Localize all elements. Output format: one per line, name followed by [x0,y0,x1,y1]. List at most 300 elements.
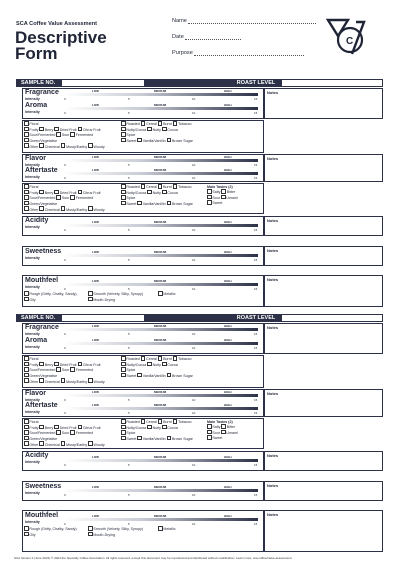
descriptor-checkbox[interactable] [121,139,137,143]
descriptor-label: Nutty [152,190,161,195]
notes-label: Notes [267,156,279,161]
descriptor-checkbox[interactable] [39,443,60,447]
tick-label: 10 [192,397,196,402]
scale-high-label: HIGH [224,155,232,159]
descriptor-checkbox[interactable] [158,292,176,296]
checkbox-icon [70,430,75,435]
checkbox-icon [137,373,142,378]
descriptor-checkbox[interactable] [173,122,192,126]
descriptor-label: Floral [29,185,39,190]
descriptor-label: Roasted [126,122,140,127]
descriptor-label: Oily [29,532,36,537]
mouthfeel-intensity-scale[interactable] [64,514,258,526]
tick-label: 5 [128,162,130,167]
descriptor-label: Spice [126,431,136,436]
mouthfeel-notes-box[interactable] [264,275,383,307]
descriptor-checkbox[interactable] [24,431,56,435]
descriptor-checkbox[interactable] [137,437,166,441]
descriptor-checkbox[interactable] [61,145,88,149]
flavor-notes-box[interactable] [264,154,383,182]
descriptor-checkbox[interactable] [24,368,56,372]
intensity-bar[interactable] [64,328,258,331]
tick-label: 5 [128,410,130,415]
descriptor-checkbox[interactable] [147,363,162,367]
descriptor-checkbox[interactable] [70,196,93,200]
checkbox-icon [221,195,226,200]
tick-label: 5 [128,227,130,232]
scale-high-label: HIGH [224,89,232,93]
descriptor-checkbox[interactable] [39,380,60,384]
descriptor-label: Dried Fruit [59,362,77,367]
checkbox-icon [167,436,172,441]
descriptor-checkbox[interactable] [56,133,70,137]
descriptor-label: Nutty [152,425,161,430]
checkbox-icon [121,362,126,367]
scale-low-label: LOW [92,103,99,107]
descriptor-label: Berry [44,425,54,430]
descriptor-label: Cocoa [167,362,178,367]
main-tastes-title: Main Tastes (2) [207,420,233,424]
checkbox-icon [78,362,83,367]
descriptor-label: Green/Vegetative [29,374,58,379]
descriptor-label: Sweet [126,139,137,144]
sample-no-input[interactable] [62,80,144,86]
descriptor-checkbox[interactable] [207,436,222,440]
tick-label: 15 [254,162,258,167]
intensity-bar[interactable] [64,107,258,110]
flavor-intensity-scale[interactable] [64,155,258,167]
checkbox-icon [54,425,59,430]
notes-label: Notes [267,325,279,330]
mouthfeel-left-checklist [24,291,94,302]
descriptor-label: Sweet [126,374,137,379]
checkbox-icon [24,132,29,137]
descriptor-label: Vanilla/Vanillin [142,139,166,144]
mouthfeel-intensity-scale[interactable] [64,279,258,291]
tick-label: 0 [64,521,66,526]
flavor-right-checklist [121,419,211,441]
checkbox-icon [207,424,212,429]
descriptor-checkbox[interactable] [88,533,115,537]
checkbox-icon [173,419,178,424]
descriptor-checkbox[interactable] [88,298,115,302]
fragrance-left-checklist [24,356,124,384]
intensity-label: Intensity [25,110,40,114]
tick-label: 15 [254,175,258,180]
intensity-bar[interactable] [64,93,258,96]
descriptor-label: Chemical [44,379,60,384]
scale-medium-label: MEDIUM [154,485,167,489]
acidity-intensity-scale[interactable] [64,220,258,232]
sample-no-label: SAMPLE NO. [21,79,56,86]
roast-level-input[interactable] [282,315,382,321]
flavor-left-checklist [24,419,124,447]
tick-label: 5 [128,257,130,262]
descriptor-checkbox[interactable] [61,443,88,447]
descriptor-checkbox[interactable] [88,292,143,296]
descriptor-checkbox[interactable] [24,298,36,302]
descriptor-label: Nutty [152,127,161,132]
descriptor-checkbox[interactable] [56,196,70,200]
intensity-label: Intensity [25,175,40,179]
intensity-bar[interactable] [64,254,258,257]
descriptor-checkbox[interactable] [121,202,137,206]
descriptor-label: Bitter [226,425,236,430]
descriptor-checkbox[interactable] [70,133,93,137]
descriptor-label: Sour/Fermented [29,368,56,373]
descriptor-label: Berry [44,127,54,132]
mouthfeel-mid-checklist [88,526,163,537]
mouthfeel-label: Mouthfeel [25,512,59,519]
mouthfeel-right-checklist [158,526,198,532]
descriptor-label: Other [29,144,39,149]
descriptor-checkbox[interactable] [221,196,238,200]
descriptor-label: Smooth (Velvety, Silky, Syrupy) [93,527,143,532]
scale-high-label: HIGH [224,250,232,254]
descriptor-label: Fermented [75,368,94,373]
descriptor-label: Floral [29,122,39,127]
notes-label: Notes [267,248,279,253]
scale-medium-label: MEDIUM [154,279,167,283]
tick-label: 5 [128,175,130,180]
acidity-notes-box[interactable] [264,216,383,236]
checkbox-icon [70,367,75,372]
descriptor-checkbox[interactable] [61,208,88,212]
descriptor-checkbox[interactable] [167,374,193,378]
fragrance-intensity-scale[interactable] [64,89,258,101]
tick-label: 0 [64,345,66,350]
checkbox-icon [24,195,29,200]
mouthfeel-notes-box[interactable] [264,510,383,552]
tick-label: 10 [192,331,196,336]
sample-no-input[interactable] [62,315,144,321]
descriptor-checkbox[interactable] [88,443,105,447]
intensity-label: Intensity [25,520,40,524]
descriptor-label: Cereal [146,122,157,127]
intensity-label: Intensity [25,460,40,464]
tick-label: 15 [254,492,258,497]
scale-high-label: HIGH [224,485,232,489]
scale-low-label: LOW [92,514,99,518]
descriptor-checkbox[interactable] [88,145,105,149]
checkbox-icon [56,132,61,137]
tick-label: 0 [64,397,66,402]
intensity-label: Intensity [25,491,40,495]
checkbox-icon [70,195,75,200]
intensity-bar[interactable] [64,518,258,521]
intensity-label: Intensity [25,345,40,349]
checkbox-icon [56,367,61,372]
descriptor-checkbox[interactable] [24,145,39,149]
tick-label: 5 [128,521,130,526]
checkbox-icon [147,127,152,132]
descriptor-checkbox[interactable] [88,208,105,212]
form-title-line1: Descriptive [15,28,107,47]
sca-logo-icon [326,18,366,56]
checkbox-icon [207,430,212,435]
scale-low-label: LOW [92,324,99,328]
descriptor-checkbox[interactable] [162,191,178,195]
sweetness-intensity-scale[interactable] [64,485,258,497]
name-line[interactable] [188,19,316,24]
acidity-notes-box[interactable] [264,451,383,471]
descriptor-checkbox[interactable] [173,357,192,361]
checkbox-icon [207,195,212,200]
descriptor-label: Chemical [44,442,60,447]
checkbox-icon [121,138,126,143]
descriptor-checkbox[interactable] [137,374,166,378]
descriptor-label: Other [29,442,39,447]
descriptor-label: Sour [212,430,220,435]
main-tastes-checklist [207,189,257,206]
name-label: Name [172,18,187,24]
tick-label: 15 [254,286,258,291]
intensity-bar[interactable] [64,283,258,286]
scale-medium-label: MEDIUM [154,514,167,518]
checkbox-icon [88,441,93,446]
descriptor-checkbox[interactable] [121,374,137,378]
flavor-right-checklist [121,184,211,206]
tick-label: 10 [192,410,196,415]
scale-high-label: HIGH [224,338,232,342]
descriptor-checkbox[interactable] [162,426,178,430]
checkbox-icon [24,419,29,424]
checkbox-icon [121,425,126,430]
tick-label: 5 [128,96,130,101]
checkbox-icon [221,424,226,429]
aftertaste-label: Aftertaste [25,402,58,409]
flavor-intensity-scale[interactable] [64,390,258,402]
tick-label: 10 [192,462,196,467]
checkbox-icon [24,362,29,367]
descriptor-checkbox[interactable] [167,202,193,206]
checkbox-icon [221,430,226,435]
tick-label: 15 [254,462,258,467]
checkbox-icon [88,297,93,302]
descriptor-checkbox[interactable] [147,128,162,132]
tick-label: 15 [254,345,258,350]
descriptor-label: Spice [126,196,136,201]
descriptor-checkbox[interactable] [158,527,176,531]
checkbox-icon [141,419,146,424]
checkbox-icon [121,367,126,372]
descriptor-checkbox[interactable] [56,431,70,435]
descriptor-checkbox[interactable] [88,380,105,384]
checkbox-icon [39,127,44,132]
descriptor-checkbox[interactable] [24,533,36,537]
descriptor-label: Roasted [126,357,140,362]
scale-high-label: HIGH [224,220,232,224]
intensity-bar[interactable] [64,489,258,492]
descriptor-checkbox[interactable] [24,133,56,137]
scale-high-label: HIGH [224,168,232,172]
checkbox-icon [61,143,66,148]
scale-medium-label: MEDIUM [154,338,167,342]
descriptor-checkbox[interactable] [137,202,166,206]
sweetness-notes-box[interactable] [264,246,383,266]
descriptor-label: Umami [226,430,238,435]
descriptor-label: Burnt [163,420,172,425]
descriptor-label: Fermented [75,431,94,436]
intensity-label: Intensity [25,332,40,336]
descriptor-checkbox[interactable] [24,196,56,200]
tick-label: 15 [254,410,258,415]
aroma-intensity-scale[interactable] [64,338,258,350]
tick-label: 10 [192,162,196,167]
descriptor-label: Spice [126,133,136,138]
intensity-bar[interactable] [64,224,258,227]
scale-medium-label: MEDIUM [154,403,167,407]
intensity-bar[interactable] [64,172,258,175]
intensity-bar[interactable] [64,407,258,410]
intensity-bar[interactable] [64,342,258,345]
checkbox-icon [121,419,126,424]
checkbox-icon [141,184,146,189]
descriptor-label: Sweet [212,201,223,206]
sweetness-intensity-scale[interactable] [64,250,258,262]
checkbox-icon [24,425,29,430]
descriptor-label: Other [29,207,39,212]
aftertaste-intensity-scale[interactable] [64,168,258,180]
descriptor-checkbox[interactable] [173,420,192,424]
descriptor-checkbox[interactable] [121,437,137,441]
name-field[interactable] [172,18,316,24]
descriptor-label: Nutty/Cocoa [126,425,147,430]
date-line[interactable] [185,35,241,40]
notes-label: Notes [267,391,279,396]
descriptor-checkbox[interactable] [24,443,39,447]
checkbox-icon [162,362,167,367]
descriptor-checkbox[interactable] [88,527,143,531]
checkbox-icon [78,425,83,430]
scale-low-label: LOW [92,279,99,283]
acidity-label: Acidity [25,452,49,459]
descriptor-checkbox[interactable] [24,380,39,384]
descriptor-label: Salty [212,425,221,430]
descriptor-label: Fermented [75,133,94,138]
purpose-field[interactable] [172,50,304,56]
checkbox-icon [24,190,29,195]
descriptor-checkbox[interactable] [24,527,77,531]
descriptor-checkbox[interactable] [147,426,162,430]
descriptor-label: Cereal [146,420,157,425]
descriptor-checkbox[interactable] [173,185,192,189]
roast-level-label: ROAST LEVEL [236,315,276,321]
aroma-intensity-scale[interactable] [64,103,258,115]
checkbox-icon [137,138,142,143]
checkbox-icon [88,291,93,296]
descriptor-checkbox[interactable] [207,201,222,205]
sweetness-notes-box[interactable] [264,481,383,501]
descriptor-label: Nutty [152,362,161,367]
descriptor-checkbox[interactable] [24,292,77,296]
descriptor-checkbox[interactable] [167,139,193,143]
descriptor-checkbox[interactable] [70,431,93,435]
descriptor-label: Mouth-Drying [93,532,115,537]
descriptor-checkbox[interactable] [24,208,39,212]
tick-label: 10 [192,492,196,497]
scale-low-label: LOW [92,250,99,254]
fragrance-aroma-notes-box[interactable] [264,323,383,354]
descriptor-label: Woody [93,207,105,212]
checkbox-icon [24,378,29,383]
notes-label: Notes [267,218,279,223]
descriptor-label: Cereal [146,357,157,362]
checkbox-icon [121,184,126,189]
roast-level-input[interactable] [282,80,382,86]
descriptor-label: Tobacco [178,420,192,425]
tick-label: 5 [128,110,130,115]
descriptor-checkbox[interactable] [39,208,60,212]
descriptor-label: Green/Vegetative [29,139,58,144]
descriptor-label: Citrus Fruit [82,362,101,367]
descriptor-label: Vanilla/Vanillin [142,437,166,442]
descriptor-label: Citrus Fruit [82,190,101,195]
scale-medium-label: MEDIUM [154,324,167,328]
scale-low-label: LOW [92,390,99,394]
flavor-notes-box[interactable] [264,389,383,417]
scale-low-label: LOW [92,485,99,489]
intensity-bar[interactable] [64,159,258,162]
descriptor-label: Sweet [126,202,137,207]
tick-label: 5 [128,397,130,402]
descriptor-checkbox[interactable] [137,139,166,143]
intensity-bar[interactable] [64,459,258,462]
descriptor-label: Fruity [29,425,39,430]
notes-label: Notes [267,512,279,517]
descriptor-checkbox[interactable] [162,363,178,367]
descriptor-checkbox[interactable] [70,368,93,372]
descriptor-label: Dried Fruit [59,127,77,132]
descriptor-label: Umami [226,195,238,200]
scale-medium-label: MEDIUM [154,220,167,224]
descriptor-checkbox[interactable] [162,128,178,132]
descriptor-label: Woody [93,379,105,384]
aftertaste-intensity-scale[interactable] [64,403,258,415]
purpose-line[interactable] [194,51,304,56]
purpose-label: Purpose [172,50,193,56]
main-tastes-title: Main Tastes (2) [207,185,233,189]
intensity-bar[interactable] [64,394,258,397]
checkbox-icon [61,378,66,383]
checkbox-icon [39,190,44,195]
checkbox-icon [24,206,29,211]
checkbox-icon [141,356,146,361]
descriptor-checkbox[interactable] [147,191,162,195]
descriptor-checkbox[interactable] [167,437,193,441]
descriptor-label: Cocoa [167,190,178,195]
descriptor-checkbox[interactable] [61,380,88,384]
checkbox-icon [167,201,172,206]
fragrance-aroma-notes-box[interactable] [264,88,383,119]
intensity-label: Intensity [25,285,40,289]
descriptor-label: Nutty/Cocoa [126,127,147,132]
fragrance-intensity-scale[interactable] [64,324,258,336]
acidity-intensity-scale[interactable] [64,455,258,467]
checkbox-icon [137,436,142,441]
descriptor-checkbox[interactable] [221,431,238,435]
descriptor-checkbox[interactable] [56,368,70,372]
date-field[interactable] [172,34,241,40]
descriptor-checkbox[interactable] [39,145,60,149]
descriptor-label: Vanilla/Vanillin [142,374,166,379]
checkbox-icon [158,121,163,126]
checkbox-icon [88,206,93,211]
main-tastes-box [264,418,383,449]
scale-medium-label: MEDIUM [154,168,167,172]
checkbox-icon [121,436,126,441]
descriptor-label: Brown Sugar [172,437,193,442]
